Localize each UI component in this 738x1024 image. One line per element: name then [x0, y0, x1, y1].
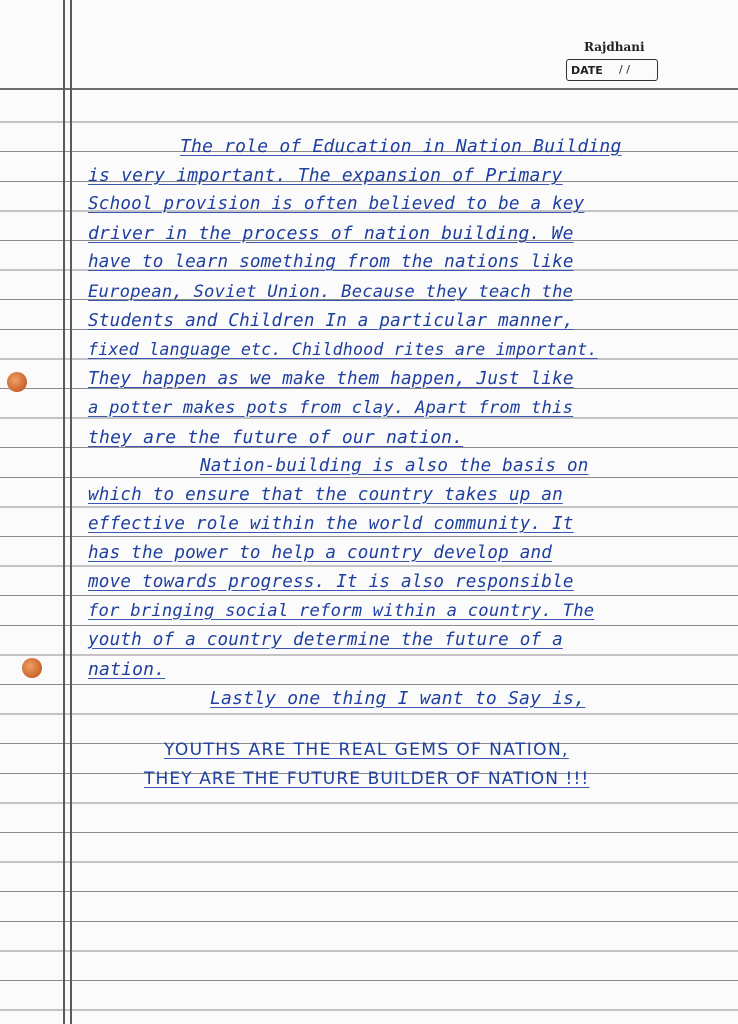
essay-line: is very important. The expansion of Primary: [88, 165, 563, 186]
essay-line: has the power to help a country develop and: [88, 543, 553, 563]
date-value: / /: [619, 63, 630, 76]
essay-line: driver in the process of nation building. We: [88, 223, 574, 244]
binder-hole-icon: [7, 372, 27, 392]
header-rule: [0, 88, 738, 90]
essay-line: Nation-building is also the basis on: [200, 456, 589, 476]
essay-line: have to learn something from the nations like: [88, 252, 574, 272]
essay-line: for bringing social reform within a country. The: [88, 601, 595, 621]
date-box: [566, 59, 658, 81]
essay-line: nation.: [88, 659, 166, 680]
essay-line: which to ensure that the country takes up an: [88, 485, 563, 505]
essay-line: They happen as we make them happen, Just like: [88, 369, 574, 389]
binder-hole-icon: [22, 658, 42, 678]
essay-line: The role of Education in Nation Building: [180, 136, 622, 157]
essay-line: youth of a country determine the future of a: [88, 630, 563, 650]
margin-line-right: [70, 0, 72, 1024]
date-label: DATE: [571, 64, 603, 77]
closing-line: YOUTHS ARE THE REAL GEMS OF NATION,: [164, 740, 569, 760]
closing-line: THEY ARE THE FUTURE BUILDER OF NATION !!!: [144, 769, 590, 789]
essay-line: fixed language etc. Childhood rites are important.: [88, 340, 598, 359]
essay-line: move towards progress. It is also responsible: [88, 572, 574, 592]
essay-line: they are the future of our nation.: [88, 427, 464, 448]
essay-line: Lastly one thing I want to Say is,: [210, 688, 586, 709]
essay-line: a potter makes pots from clay. Apart from this: [88, 398, 574, 418]
notebook-brand: Rajdhani: [584, 40, 645, 54]
essay-line: Students and Children In a particular manner,: [88, 311, 574, 331]
essay-line: School provision is often believed to be a key: [88, 194, 585, 214]
essay-line: European, Soviet Union. Because they teach the: [88, 282, 574, 302]
margin-line-left: [63, 0, 65, 1024]
essay-line: effective role within the world community. It: [88, 514, 574, 534]
